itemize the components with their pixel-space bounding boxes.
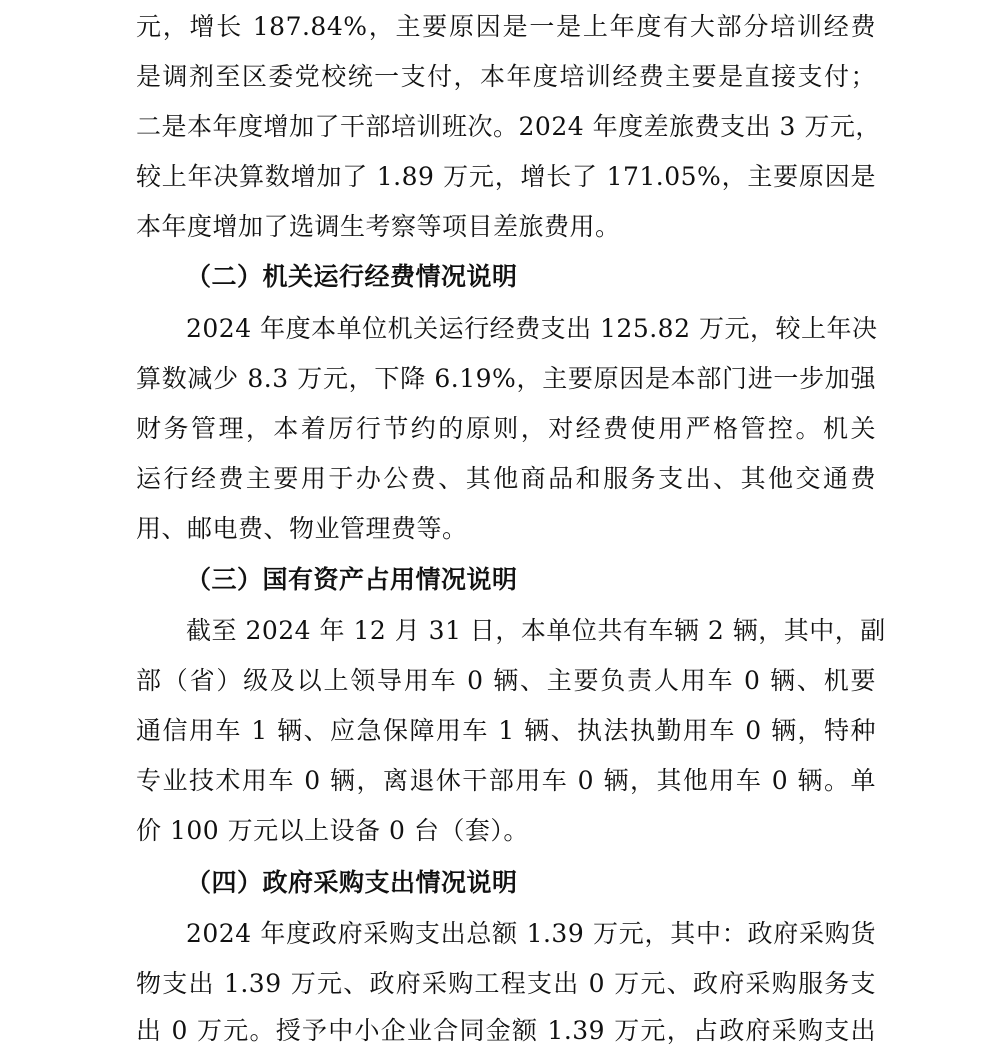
- text-line: 财务管理，本着厉行节约的原则，对经费使用严格管控。机关: [136, 414, 876, 443]
- text-line: 本年度增加了选调生考察等项目差旅费用。: [136, 212, 621, 241]
- text-line: 是调剂至区委党校统一支付，本年度培训经费主要是直接支付；: [136, 62, 876, 91]
- text-line: 元，增长 187.84%，主要原因是一是上年度有大部分培训经费: [136, 12, 876, 41]
- text-line: 出 0 万元。授予中小企业合同金额 1.39 万元，占政府采购支出: [136, 1016, 876, 1045]
- text-line: 2024 年度政府采购支出总额 1.39 万元，其中：政府采购货: [186, 919, 876, 948]
- section-heading-operating-expenses: （二）机关运行经费情况说明: [186, 262, 518, 291]
- text-line: 运行经费主要用于办公费、其他商品和服务支出、其他交通费: [136, 464, 876, 493]
- text-line: 用、邮电费、物业管理费等。: [136, 514, 468, 543]
- section-heading-state-assets: （三）国有资产占用情况说明: [186, 565, 518, 594]
- text-line: 算数减少 8.3 万元，下降 6.19%，主要原因是本部门进一步加强: [136, 364, 876, 393]
- text-line: 通信用车 1 辆、应急保障用车 1 辆、执法执勤用车 0 辆，特种: [136, 716, 876, 745]
- text-line: 专业技术用车 0 辆，离退休干部用车 0 辆，其他用车 0 辆。单: [136, 766, 876, 795]
- text-line: 价 100 万元以上设备 0 台（套）。: [136, 816, 529, 845]
- text-line: 二是本年度增加了干部培训班次。2024 年度差旅费支出 3 万元，: [136, 112, 881, 141]
- text-line: 物支出 1.39 万元、政府采购工程支出 0 万元、政府采购服务支: [136, 969, 876, 998]
- text-line: 截至 2024 年 12 月 31 日，本单位共有车辆 2 辆，其中，副: [186, 616, 886, 645]
- section-heading-government-procurement: （四）政府采购支出情况说明: [186, 868, 518, 897]
- text-line: 较上年决算数增加了 1.89 万元，增长了 171.05%，主要原因是: [136, 162, 876, 191]
- text-line: 部（省）级及以上领导用车 0 辆、主要负责人用车 0 辆、机要: [136, 666, 876, 695]
- text-line: 2024 年度本单位机关运行经费支出 125.82 万元，较上年决: [186, 314, 878, 343]
